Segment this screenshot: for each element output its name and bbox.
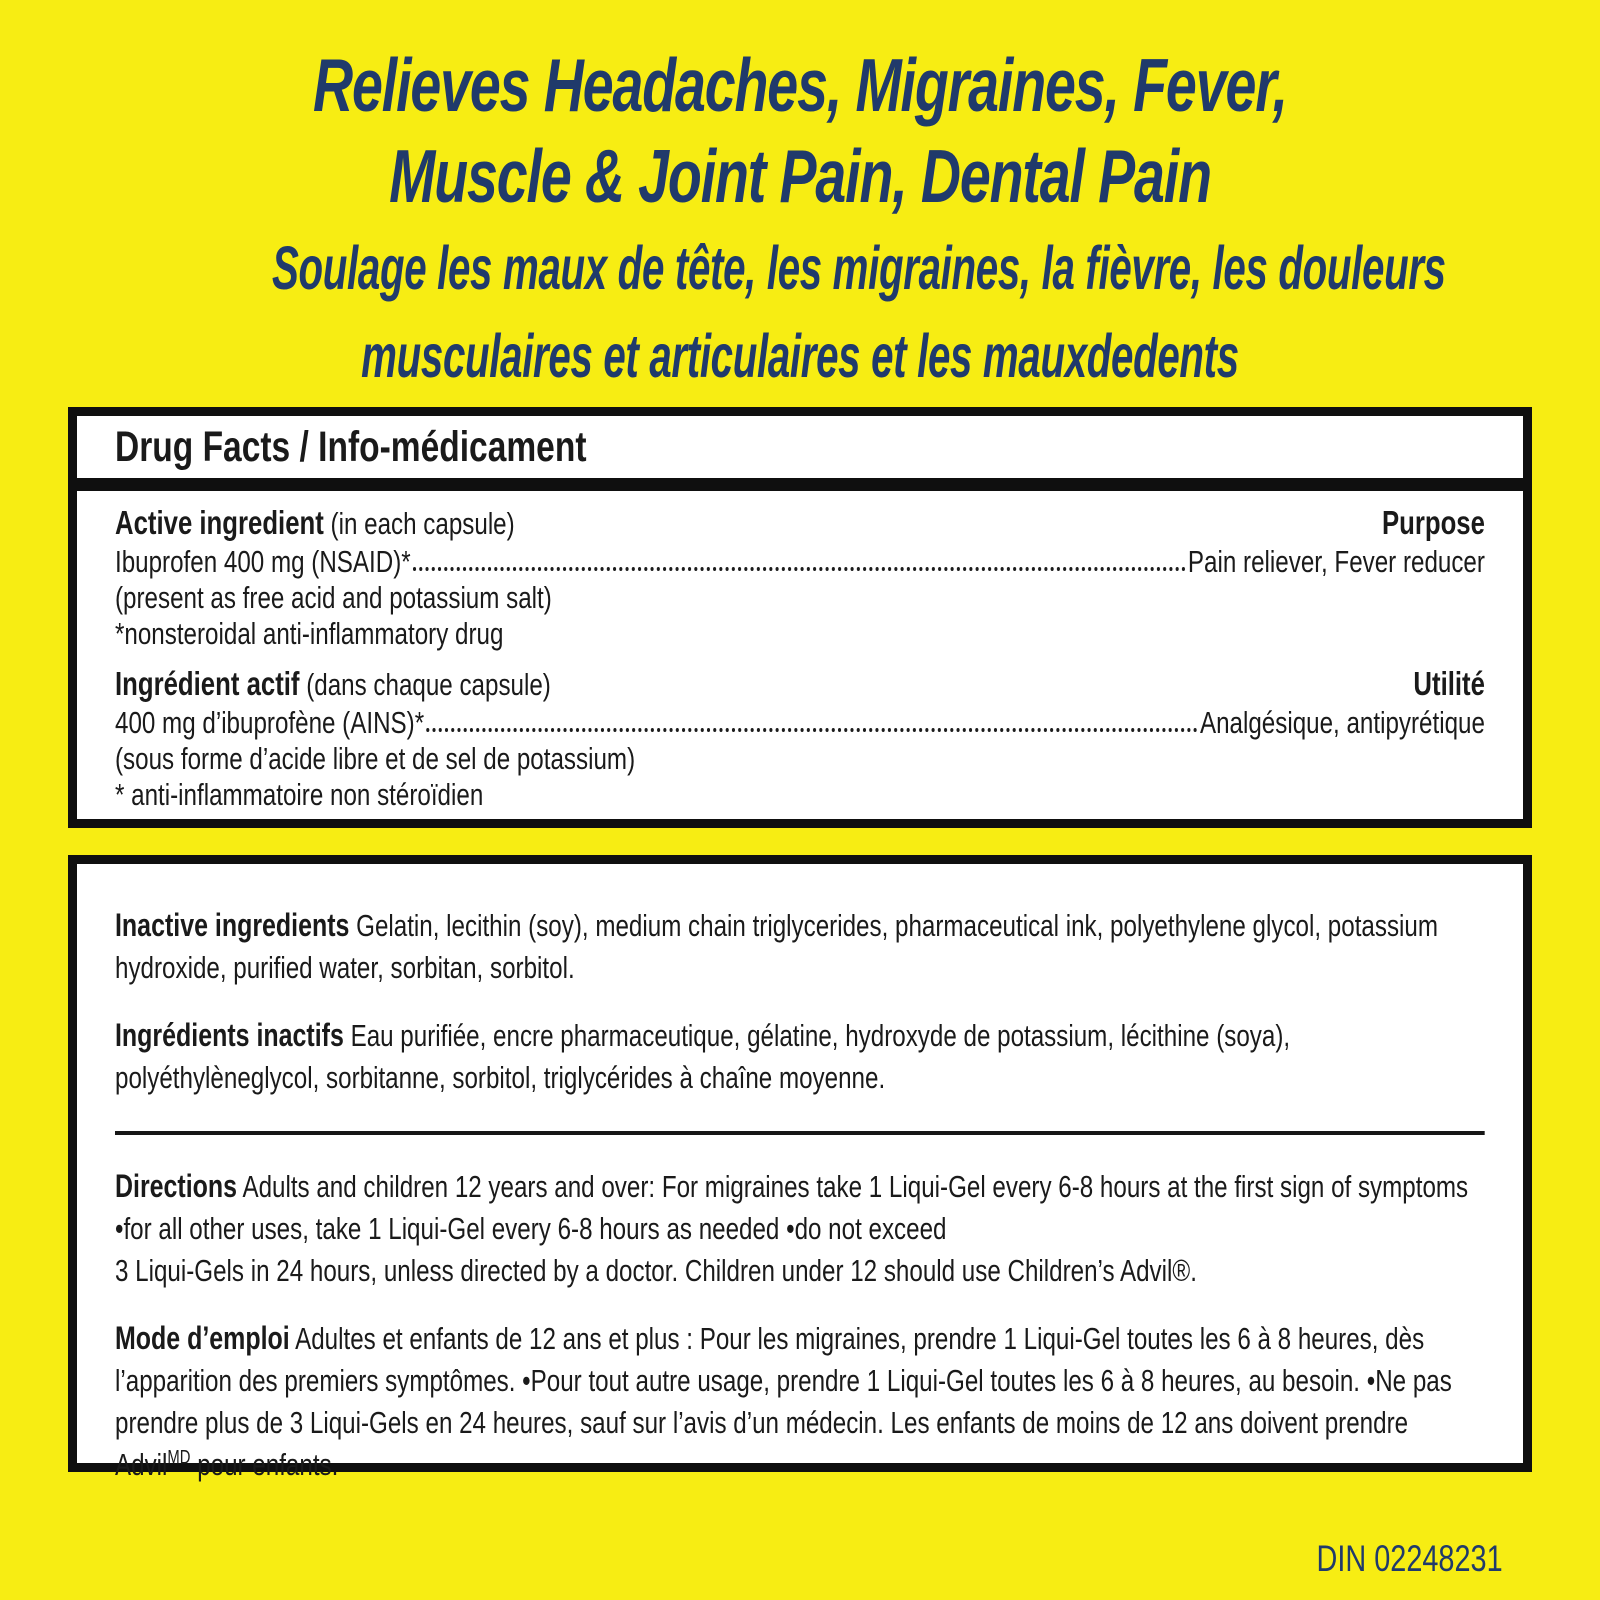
section-divider	[115, 1131, 1485, 1135]
dotted-leader	[413, 567, 1186, 571]
active-ingredient-label: Active ingredient	[115, 504, 324, 541]
active-ingredient-note2: *nonsteroidal anti-inflammatory drug	[115, 616, 504, 651]
ingredient-actif-row	[115, 664, 1485, 705]
inactive-ingredients-en-label: Inactive ingredients	[115, 907, 350, 943]
ingredient-actif-leader-row	[115, 705, 1485, 741]
ingredient-actif-label: Ingrédient actif	[115, 665, 300, 702]
ingredient-actif-note2: * anti-inflammatoire non stéroïdien	[115, 777, 484, 812]
active-ingredient-name: Ibuprofen 400 mg (NSAID)*	[115, 544, 411, 579]
active-ingredient-note1: (present as free acid and potassium salt)	[115, 580, 552, 615]
claims-headline-fr	[0, 224, 1600, 400]
drug-facts-title-bar	[77, 416, 1523, 491]
utilite-label: Utilité	[1413, 665, 1485, 702]
inactive-ingredients-fr-text: Eau purifiée, encre pharmaceutique, gélatine, hydroxyde de potassium, lécithine (soya), polyéthylèneglycol, sorbitanne, sorbitol, triglycérides à chaîne moyenne.	[115, 1018, 1291, 1095]
drug-facts-title: Drug Facts / Info-médicament	[115, 422, 587, 471]
inactive-ingredients-fr-label: Ingrédients inactifs	[115, 1017, 344, 1053]
active-ingredient-heading	[115, 503, 515, 544]
directions-fr-label: Mode d’emploi	[115, 1320, 290, 1356]
din-number: DIN 02248231	[1316, 1538, 1503, 1579]
subtitle-line1: Soulage les maux de tête, les migraines, la fièvre, les douleurs	[272, 234, 1446, 302]
ingredient-actif-qualifier: (dans chaque capsule)	[299, 667, 551, 702]
trademark-superscript: MD	[167, 1447, 191, 1469]
drug-facts-box	[68, 407, 1532, 828]
headline-line1: Relieves Headaches, Migraines, Fever,	[313, 43, 1287, 127]
purpose-label: Purpose	[1381, 504, 1485, 541]
directions-fr-text-2: pour enfants.	[190, 1447, 339, 1482]
inactive-ingredients-en-text: Gelatin, lecithin (soy), medium chain triglycerides, pharmaceutical ink, polyethylene glycol, potassium hydroxide, purified water, sorbitan, sorbitol.	[115, 908, 1439, 985]
ingredient-actif-heading	[115, 664, 551, 705]
active-ingredient-row	[115, 503, 1485, 544]
directions-en-text-2: 3 Liqui-Gels in 24 hours, unless directed by a doctor. Children under 12 should use Children’s Advil®.	[115, 1253, 1197, 1288]
dotted-leader	[426, 728, 1197, 732]
active-ingredient-leader-row	[115, 544, 1485, 580]
ingredient-actif-name: 400 mg d’ibuprofène (AINS)*	[115, 705, 425, 740]
inactive-ingredients-fr	[115, 1014, 1485, 1099]
purpose-value: Pain reliever, Fever reducer	[1187, 544, 1485, 579]
directions-fr	[115, 1317, 1485, 1486]
claims-headline-en	[0, 40, 1600, 222]
ingredients-directions-box	[68, 855, 1532, 1482]
directions-en-text-1: Adults and children 12 years and over: For migraines take 1 Liqui-Gel every 6-8 hours at the first sign of symptoms •for all other uses, take 1 Liqui-Gel every 6-8 hours as needed •do not exceed	[115, 1169, 1469, 1246]
subtitle-line2: musculaires et articulaires et les mauxdedents	[361, 322, 1239, 390]
headline-line2: Muscle & Joint Pain, Dental Pain	[389, 134, 1211, 218]
utilite-value: Analgésique, antipyrétique	[1199, 705, 1485, 740]
directions-fr-text-1: Adultes et enfants de 12 ans et plus : Pour les migraines, prendre 1 Liqui-Gel toutes les 6 à 8 heures, dès l’apparition des premiers symptômes. •Pour tout autre usage, prendre 1 Liqui-Gel toutes les 6 à 8 heures, au besoin. •Ne pas prendre plus de 3 Liqui-Gels en 24 heures, sauf sur l’avis d’un médecin. Les enfants de moins de 12 ans doivent prendre Advil	[115, 1321, 1452, 1482]
inactive-ingredients-en	[115, 904, 1485, 989]
directions-en	[115, 1165, 1485, 1292]
directions-en-label: Directions	[115, 1168, 238, 1204]
active-ingredient-qualifier: (in each capsule)	[323, 506, 515, 541]
ingredient-actif-note1: (sous forme d’acide libre et de sel de potassium)	[115, 741, 636, 776]
